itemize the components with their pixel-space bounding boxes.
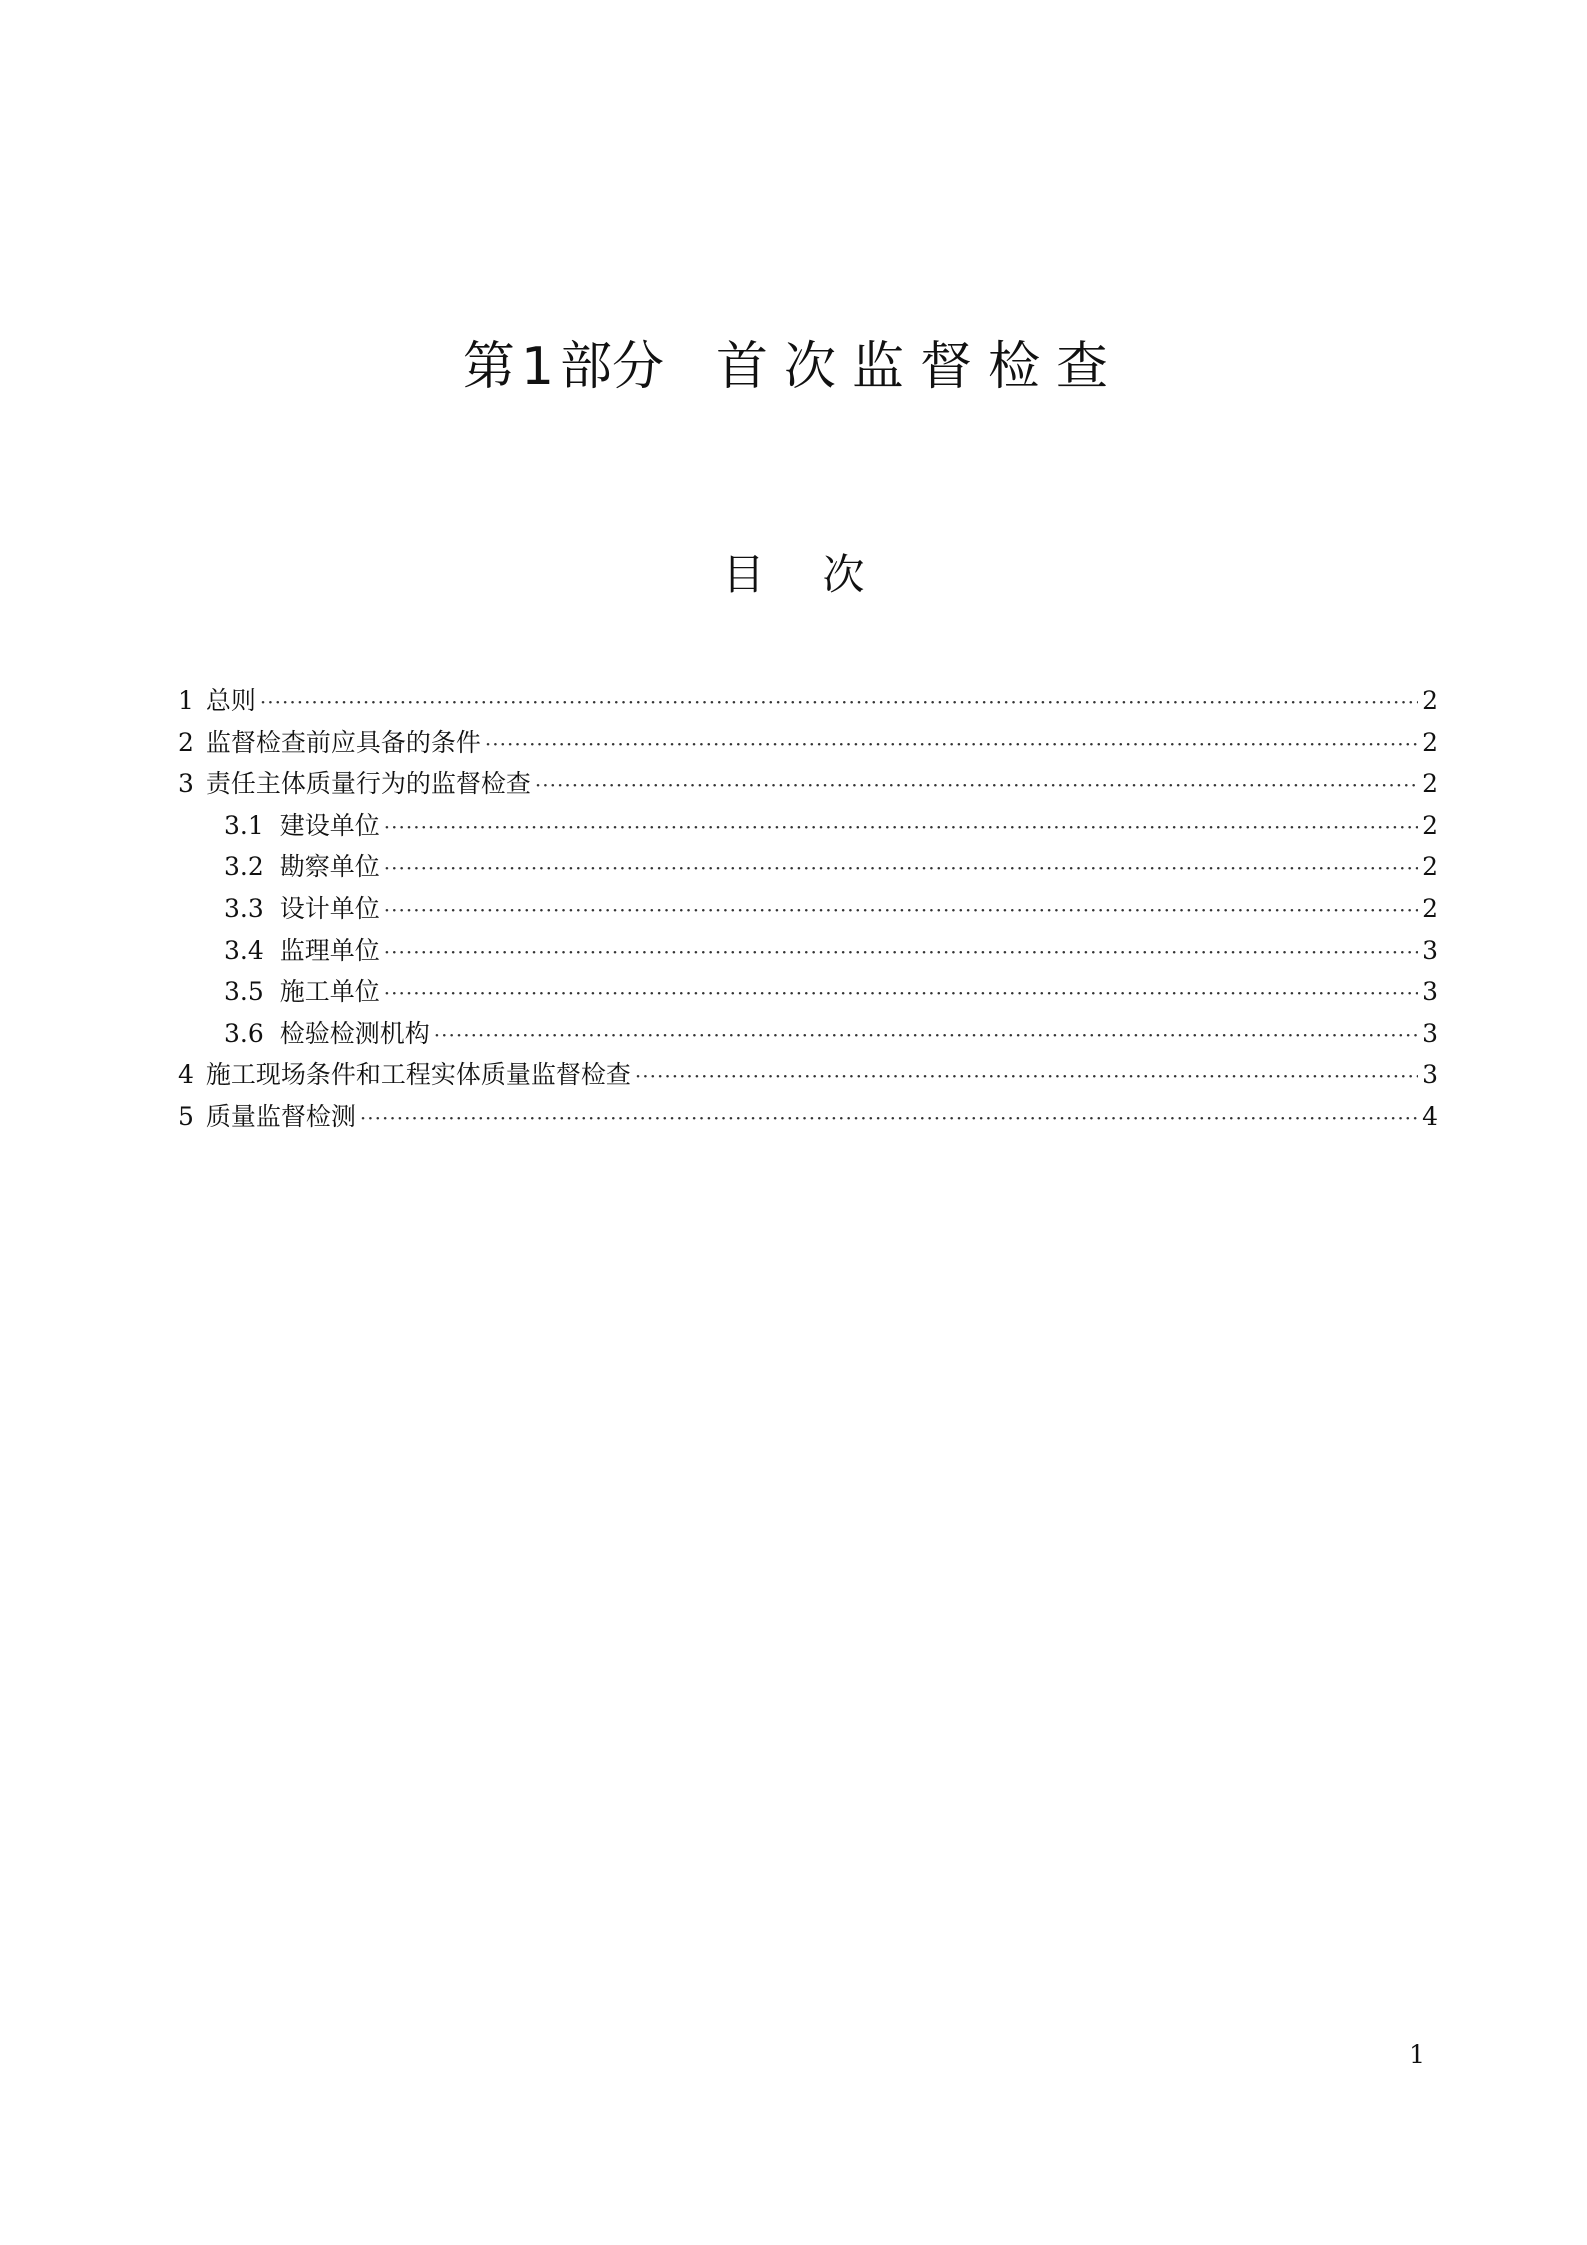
- table-of-contents: [178, 680, 1438, 1138]
- toc-entry-number: 2: [178, 727, 194, 757]
- part-title-prefix: 第: [462, 337, 515, 397]
- toc-leader-dots: [635, 1056, 1418, 1098]
- toc-entry-label: 责任主体质量行为的监督检查: [205, 769, 531, 799]
- toc-entry[interactable]: [178, 1054, 1438, 1096]
- toc-leader-dots: [384, 932, 1418, 974]
- toc-entry[interactable]: [178, 722, 1438, 764]
- toc-entry-number: 3.4: [224, 935, 264, 965]
- toc-entry[interactable]: [178, 888, 1438, 930]
- toc-entry-page: 3: [1422, 935, 1438, 965]
- toc-entry[interactable]: [178, 680, 1438, 722]
- toc-entry-label: 检验检测机构: [279, 1018, 430, 1048]
- toc-entry-page: 3: [1422, 1060, 1438, 1090]
- toc-entry[interactable]: [178, 971, 1438, 1013]
- toc-leader-dots: [384, 848, 1418, 890]
- toc-entry[interactable]: [178, 805, 1438, 847]
- page-number: 1: [1409, 2040, 1425, 2069]
- toc-entry-label: 建设单位: [279, 810, 380, 840]
- toc-leader-dots: [434, 1015, 1418, 1057]
- toc-entry-page: 2: [1422, 893, 1438, 923]
- toc-entry[interactable]: [178, 1013, 1438, 1055]
- toc-leader-dots: [384, 890, 1418, 932]
- toc-entry-label: 质量监督检测: [205, 1101, 356, 1131]
- toc-entry-label: 监理单位: [279, 935, 380, 965]
- toc-entry[interactable]: [178, 763, 1438, 805]
- toc-entry-label: 施工单位: [279, 977, 380, 1007]
- part-title-part-word: 部分: [560, 337, 665, 397]
- toc-entry-number: 3.1: [224, 810, 264, 840]
- toc-entry-number: 3.6: [224, 1018, 264, 1048]
- toc-entry-page: 3: [1422, 1018, 1438, 1048]
- toc-entry[interactable]: [178, 846, 1438, 888]
- part-title: [0, 332, 1587, 402]
- toc-entry-page: 2: [1422, 686, 1438, 715]
- toc-leader-dots: [485, 724, 1418, 766]
- toc-entry-page: 2: [1422, 769, 1438, 799]
- toc-leader-dots: [260, 682, 1418, 724]
- toc-entry-label: 勘察单位: [279, 852, 380, 882]
- toc-entry-number: 1: [178, 686, 194, 715]
- toc-leader-dots: [384, 973, 1418, 1015]
- toc-entry-label: 监督检查前应具备的条件: [205, 727, 481, 757]
- toc-entry-number: 3: [178, 769, 194, 799]
- toc-entry-number: 3.2: [224, 852, 264, 882]
- toc-entry-page: 2: [1422, 852, 1438, 882]
- toc-entry-page: 3: [1422, 977, 1438, 1007]
- toc-entry-page: 4: [1422, 1101, 1438, 1131]
- toc-leader-dots: [360, 1098, 1418, 1140]
- toc-entry-label: 设计单位: [279, 893, 380, 923]
- toc-entry-label: 施工现场条件和工程实体质量监督检查: [205, 1060, 631, 1090]
- toc-entry[interactable]: [178, 930, 1438, 972]
- toc-leader-dots: [384, 807, 1418, 849]
- toc-entry-page: 2: [1422, 810, 1438, 840]
- part-subtitle: 首次监督检查: [716, 337, 1125, 397]
- toc-entry-number: 5: [178, 1101, 194, 1131]
- toc-entry[interactable]: [178, 1096, 1438, 1138]
- toc-leader-dots: [535, 765, 1418, 807]
- toc-entry-label: 总则: [205, 686, 256, 715]
- toc-entry-page: 2: [1422, 727, 1438, 757]
- toc-entry-number: 4: [178, 1060, 194, 1090]
- toc-entry-number: 3.5: [224, 977, 264, 1007]
- toc-entry-number: 3.3: [224, 893, 264, 923]
- part-title-number: 1: [520, 337, 555, 397]
- toc-heading: 目次: [722, 550, 923, 599]
